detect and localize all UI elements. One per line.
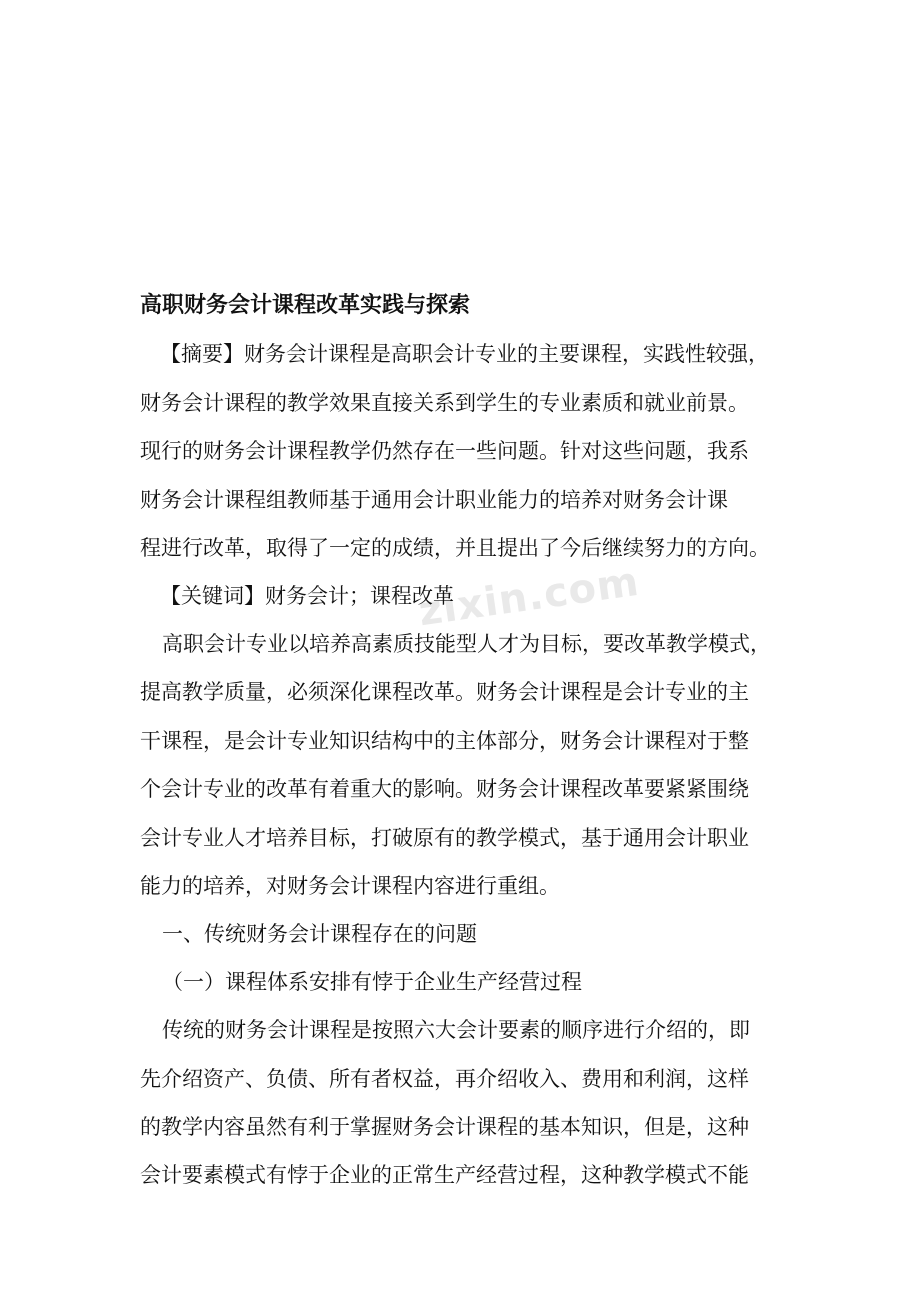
body-line-6: 能力的培养，对财务会计课程内容进行重组。	[140, 874, 560, 898]
section-line-3: 的教学内容虽然有利于掌握财务会计课程的基本知识，但是，这种	[140, 1115, 749, 1139]
subsection-heading-1: （一）课程体系安排有悖于企业生产经营过程	[162, 970, 582, 994]
watermark: zixin.com	[415, 558, 643, 636]
abstract-line-2: 财务会计课程的教学效果直接关系到学生的专业素质和就业前景。	[140, 391, 749, 415]
body-line-5: 会计专业人才培养目标，打破原有的教学模式，基于通用会计职业	[140, 826, 749, 850]
section-line-1: 传统的财务会计课程是按照六大会计要素的顺序进行介绍的，即	[162, 1018, 750, 1042]
keywords-line: 【关键词】财务会计；课程改革	[160, 584, 454, 608]
abstract-line-1: 【摘要】财务会计课程是高职会计专业的主要课程，实践性较强，	[160, 342, 769, 366]
section-line-4: 会计要素模式有悖于企业的正常生产经营过程，这种教学模式不能	[140, 1163, 749, 1187]
abstract-line-5: 程进行改革，取得了一定的成绩，并且提出了今后继续努力的方向。	[140, 536, 770, 560]
section-line-2: 先介绍资产、负债、所有者权益，再介绍收入、费用和利润，这样	[140, 1067, 749, 1091]
body-line-1: 高职会计专业以培养高素质技能型人才为目标，要改革教学模式，	[162, 632, 771, 656]
document-title: 高职财务会计课程改革实践与探索	[140, 292, 471, 318]
section-heading-1: 一、传统财务会计课程存在的问题	[162, 922, 477, 946]
abstract-line-3: 现行的财务会计课程教学仍然存在一些问题。针对这些问题，我系	[140, 439, 749, 463]
body-line-2: 提高教学质量，必须深化课程改革。财务会计课程是会计专业的主	[140, 680, 749, 704]
body-line-4: 个会计专业的改革有着重大的影响。财务会计课程改革要紧紧围绕	[140, 777, 749, 801]
body-line-3: 干课程，是会计专业知识结构中的主体部分，财务会计课程对于整	[140, 729, 749, 753]
abstract-line-4: 财务会计课程组教师基于通用会计职业能力的培养对财务会计课	[140, 488, 728, 512]
